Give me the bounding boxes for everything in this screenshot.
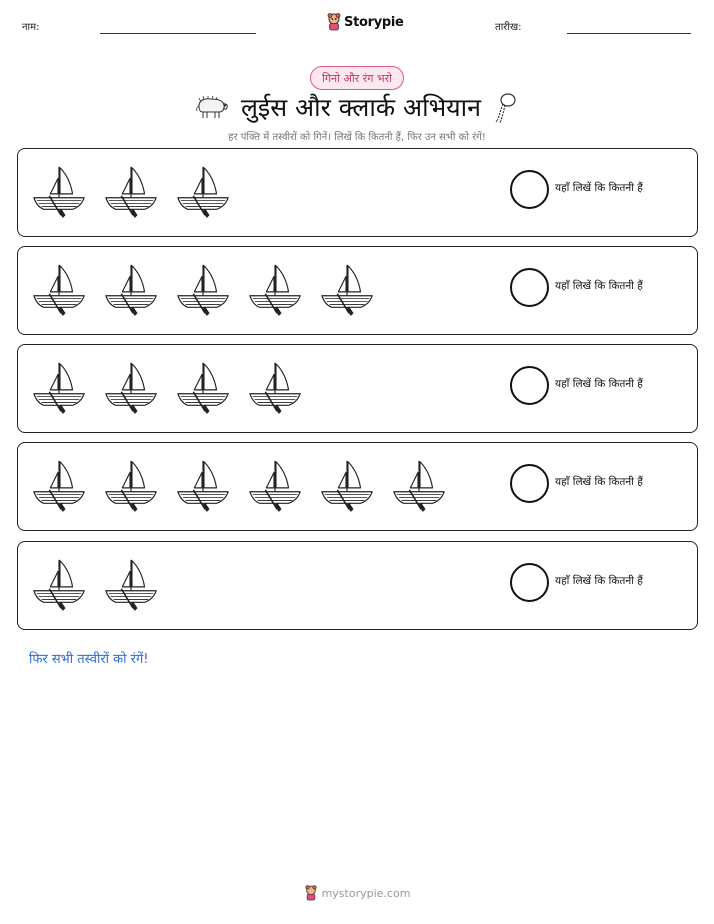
sailboat-icon [174, 259, 232, 319]
date-field[interactable] [567, 33, 691, 34]
sailboat-icon [30, 554, 88, 614]
date-label: तारीख: [495, 22, 522, 33]
boat-group [30, 259, 376, 319]
answer-circle[interactable] [510, 563, 549, 602]
sailboat-icon [174, 357, 232, 417]
title-row [0, 90, 714, 124]
footer-url: mystorypie.com [321, 886, 411, 900]
answer-label: यहाँ लिखें कि कितनी हैं [555, 182, 643, 194]
sailboat-icon [318, 259, 376, 319]
answer-circle[interactable] [510, 268, 549, 307]
counting-row-3 [17, 344, 698, 433]
answer-label: यहाँ लिखें कि कितनी हैं [555, 575, 643, 587]
counting-row-4 [17, 442, 698, 531]
logo-text: Storypie [344, 14, 404, 30]
sailboat-icon [174, 455, 232, 515]
footer-note: फिर सभी तस्वीरों को रंगें! [29, 652, 149, 667]
counting-row-2 [17, 246, 698, 335]
buffalo-icon [195, 92, 229, 122]
sailboat-icon [246, 357, 304, 417]
sailboat-icon [30, 357, 88, 417]
answer-circle[interactable] [510, 464, 549, 503]
sailboat-icon [318, 455, 376, 515]
boat-group [30, 554, 160, 614]
sailboat-icon [102, 259, 160, 319]
instructions: हर पंक्ति में तस्वीरों को गिनें। लिखें कि कितनी हैं, फिर उन सभी को रंगें! [228, 132, 486, 143]
boat-group [30, 357, 304, 417]
answer-circle[interactable] [510, 366, 549, 405]
storypie-mascot-icon [304, 885, 318, 901]
counting-row-5 [17, 541, 698, 630]
sailboat-icon [102, 357, 160, 417]
boat-group [30, 455, 448, 515]
answer-label: यहाँ लिखें कि कितनी हैं [555, 476, 643, 488]
sailboat-icon [102, 455, 160, 515]
sailboat-icon [30, 455, 88, 515]
page-title: लुईस और क्लार्क अभियान [240, 93, 482, 122]
name-label: नाम: [22, 22, 40, 33]
boat-group [30, 161, 232, 221]
storypie-logo [326, 13, 404, 31]
sailboat-icon [246, 455, 304, 515]
sailboat-icon [102, 554, 160, 614]
storypie-mascot-icon [326, 13, 342, 31]
name-field[interactable] [100, 33, 256, 34]
rope-icon [493, 91, 519, 123]
counting-row-1 [17, 148, 698, 237]
answer-label: यहाँ लिखें कि कितनी हैं [555, 378, 643, 390]
activity-badge: गिनो और रंग भरो [310, 66, 404, 90]
sailboat-icon [174, 161, 232, 221]
footer [0, 885, 714, 901]
sailboat-icon [30, 259, 88, 319]
sailboat-icon [102, 161, 160, 221]
sailboat-icon [30, 161, 88, 221]
answer-label: यहाँ लिखें कि कितनी हैं [555, 280, 643, 292]
sailboat-icon [246, 259, 304, 319]
answer-circle[interactable] [510, 170, 549, 209]
sailboat-icon [390, 455, 448, 515]
